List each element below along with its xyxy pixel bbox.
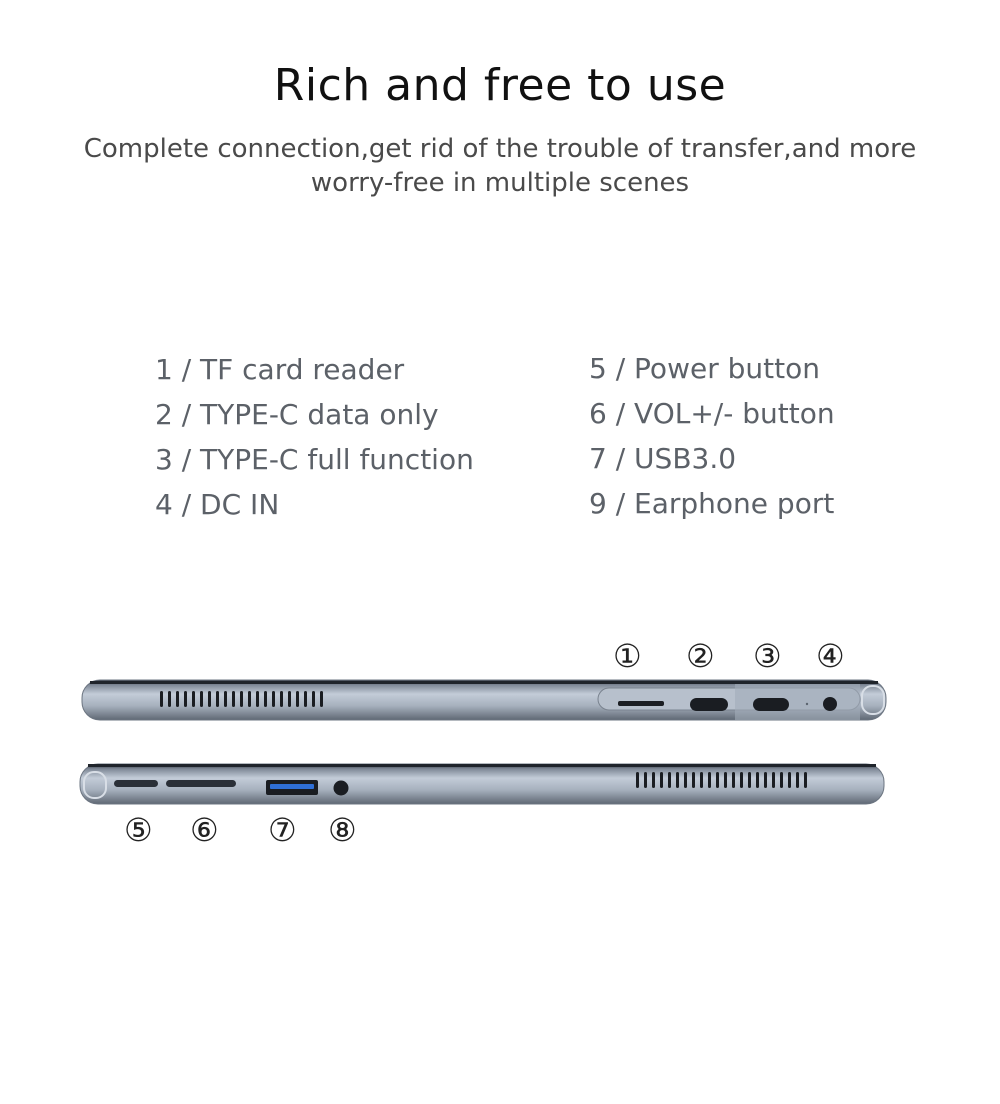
usb-c-port-icon bbox=[753, 698, 789, 711]
dc-in-port-icon bbox=[823, 697, 837, 711]
feature-item: 7 / USB3.0 bbox=[589, 442, 737, 475]
earphone-port-icon bbox=[334, 781, 349, 796]
device-bottom-edge bbox=[78, 760, 888, 808]
device-top-edge bbox=[80, 676, 890, 724]
feature-item: 4 / DC IN bbox=[155, 488, 280, 521]
feature-item: 1 / TF card reader bbox=[155, 353, 405, 386]
port-marker-8: ⑧ bbox=[328, 811, 357, 849]
port-marker-3: ③ bbox=[753, 637, 782, 675]
feature-list-right bbox=[589, 346, 835, 526]
page-title: Rich and free to use bbox=[273, 60, 727, 111]
feature-item: 2 / TYPE-C data only bbox=[155, 398, 439, 431]
port-marker-5: ⑤ bbox=[124, 811, 153, 849]
usb-c-port-icon bbox=[690, 698, 728, 711]
power-button-icon bbox=[114, 780, 158, 787]
port-marker-2: ② bbox=[686, 637, 715, 675]
feature-item: 5 / Power button bbox=[589, 352, 820, 385]
speaker-grille-icon bbox=[160, 691, 323, 707]
volume-button-icon bbox=[166, 780, 236, 787]
port-marker-4: ④ bbox=[816, 637, 845, 675]
tf-card-slot-icon bbox=[618, 701, 664, 706]
feature-item: 6 / VOL+/- button bbox=[589, 397, 835, 430]
port-marker-7: ⑦ bbox=[268, 811, 297, 849]
port-marker-1: ① bbox=[613, 637, 642, 675]
feature-item: 3 / TYPE-C full function bbox=[155, 443, 474, 476]
feature-list-left bbox=[155, 347, 474, 527]
port-marker-6: ⑥ bbox=[190, 811, 219, 849]
page-subtitle: Complete connection,get rid of the trouble of transfer,and more worry-free in multiple scenes bbox=[83, 134, 917, 198]
feature-item: 9 / Earphone port bbox=[589, 487, 835, 520]
